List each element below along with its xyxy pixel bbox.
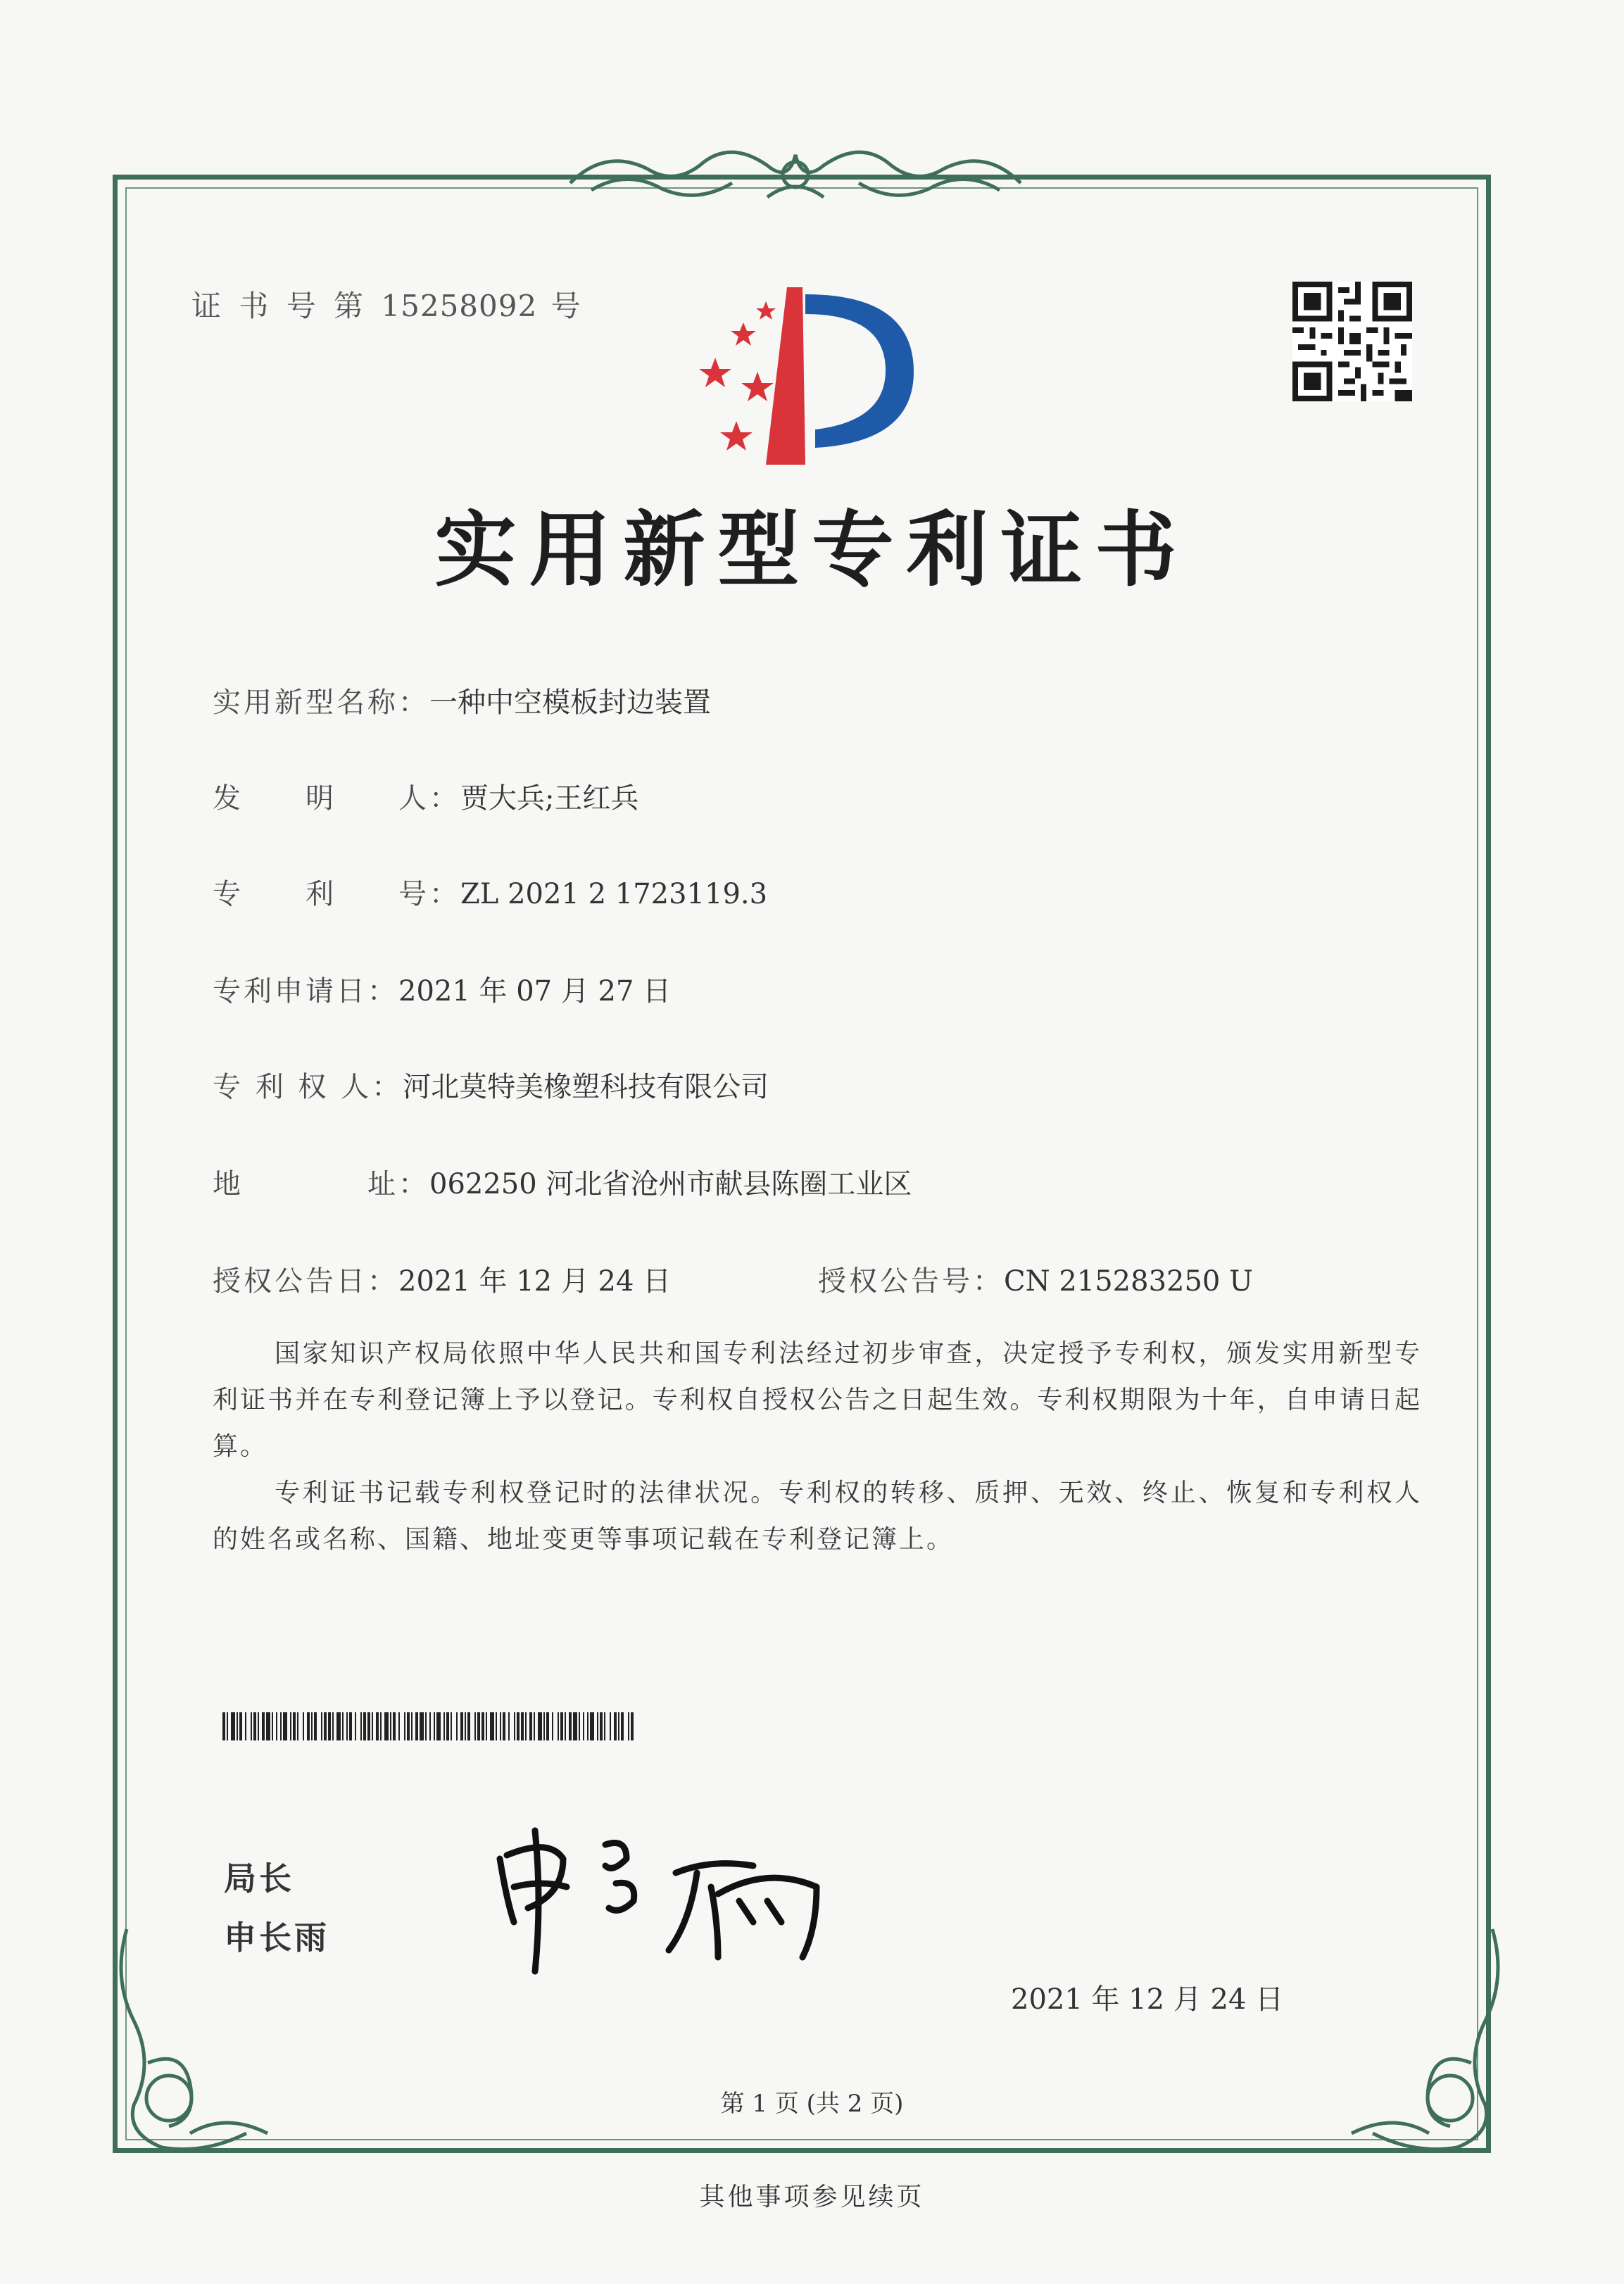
- handwritten-signature-icon: [486, 1816, 838, 1978]
- field-patent-number: [213, 872, 767, 912]
- field-grant-date: [213, 1259, 671, 1299]
- certificate-number-label: 证 书 号 第: [191, 289, 368, 323]
- signer-title: 局长: [224, 1859, 294, 1897]
- sign-date: 2021 年 12 月 24 日: [1011, 1983, 1284, 2016]
- field-value: CN 215283250 U: [1004, 1265, 1253, 1298]
- field-label: 授权公告号：: [818, 1265, 1004, 1298]
- barcode-icon: [222, 1712, 634, 1740]
- field-address: [213, 1162, 912, 1202]
- legal-paragraph-2: 专利证书记载专利权登记时的法律状况。专利权的转移、质押、无效、终止、恢复和专利权人的姓名或名称、国籍、地址变更等事项记载在专利登记簿上。: [213, 1479, 1422, 1554]
- field-value: 2021 年 12 月 24 日: [398, 1265, 672, 1298]
- certificate-number-suffix: 号: [550, 289, 585, 323]
- field-value: 贾大兵;王红兵: [460, 782, 639, 815]
- certificate-number-value: 15258092: [381, 289, 538, 323]
- field-label: 地 址：: [213, 1168, 429, 1200]
- field-application-date: [213, 969, 671, 1009]
- field-value: 2021 年 07 月 27 日: [398, 975, 672, 1008]
- page-indicator: 第 1 页 (共 2 页): [720, 2090, 904, 2118]
- certificate-number: [191, 283, 585, 325]
- field-label: 授权公告日：: [213, 1265, 398, 1298]
- field-value: 河北莫特美橡塑科技有限公司: [403, 1071, 769, 1103]
- signer-name: 申长雨: [224, 1919, 329, 1957]
- field-value: 一种中空模板封边装置: [429, 686, 711, 719]
- top-ornament-icon: [563, 134, 1028, 211]
- footer-note: 其他事项参见续页: [699, 2183, 925, 2211]
- field-label: 专利申请日：: [213, 975, 398, 1008]
- field-value: ZL 2021 2 1723119.3: [460, 878, 768, 910]
- field-inventor: [213, 776, 638, 816]
- field-label: 专 利 权 人：: [213, 1071, 403, 1103]
- field-value: 062250 河北省沧州市献县陈圈工业区: [429, 1168, 912, 1200]
- qr-code-icon: [1292, 282, 1412, 401]
- field-label: 发 明 人：: [213, 782, 460, 815]
- cnipa-logo-icon: [681, 280, 921, 468]
- field-grant-number: [818, 1259, 1253, 1299]
- certificate-title: 实用新型专利证书: [434, 503, 1190, 598]
- field-label: 实用新型名称：: [213, 686, 429, 719]
- legal-paragraph-1: 国家知识产权局依照中华人民共和国专利法经过初步审查，决定授予专利权，颁发实用新型专利证书并在专利登记簿上予以登记。专利权自授权公告之日起生效。专利权期限为十年，自申请日起算。: [213, 1339, 1422, 1461]
- field-utility-model-name: [213, 680, 711, 720]
- field-label: 专 利 号：: [213, 878, 460, 910]
- field-patentee: [213, 1065, 769, 1105]
- bottom-right-ornament-icon: [1330, 1922, 1513, 2161]
